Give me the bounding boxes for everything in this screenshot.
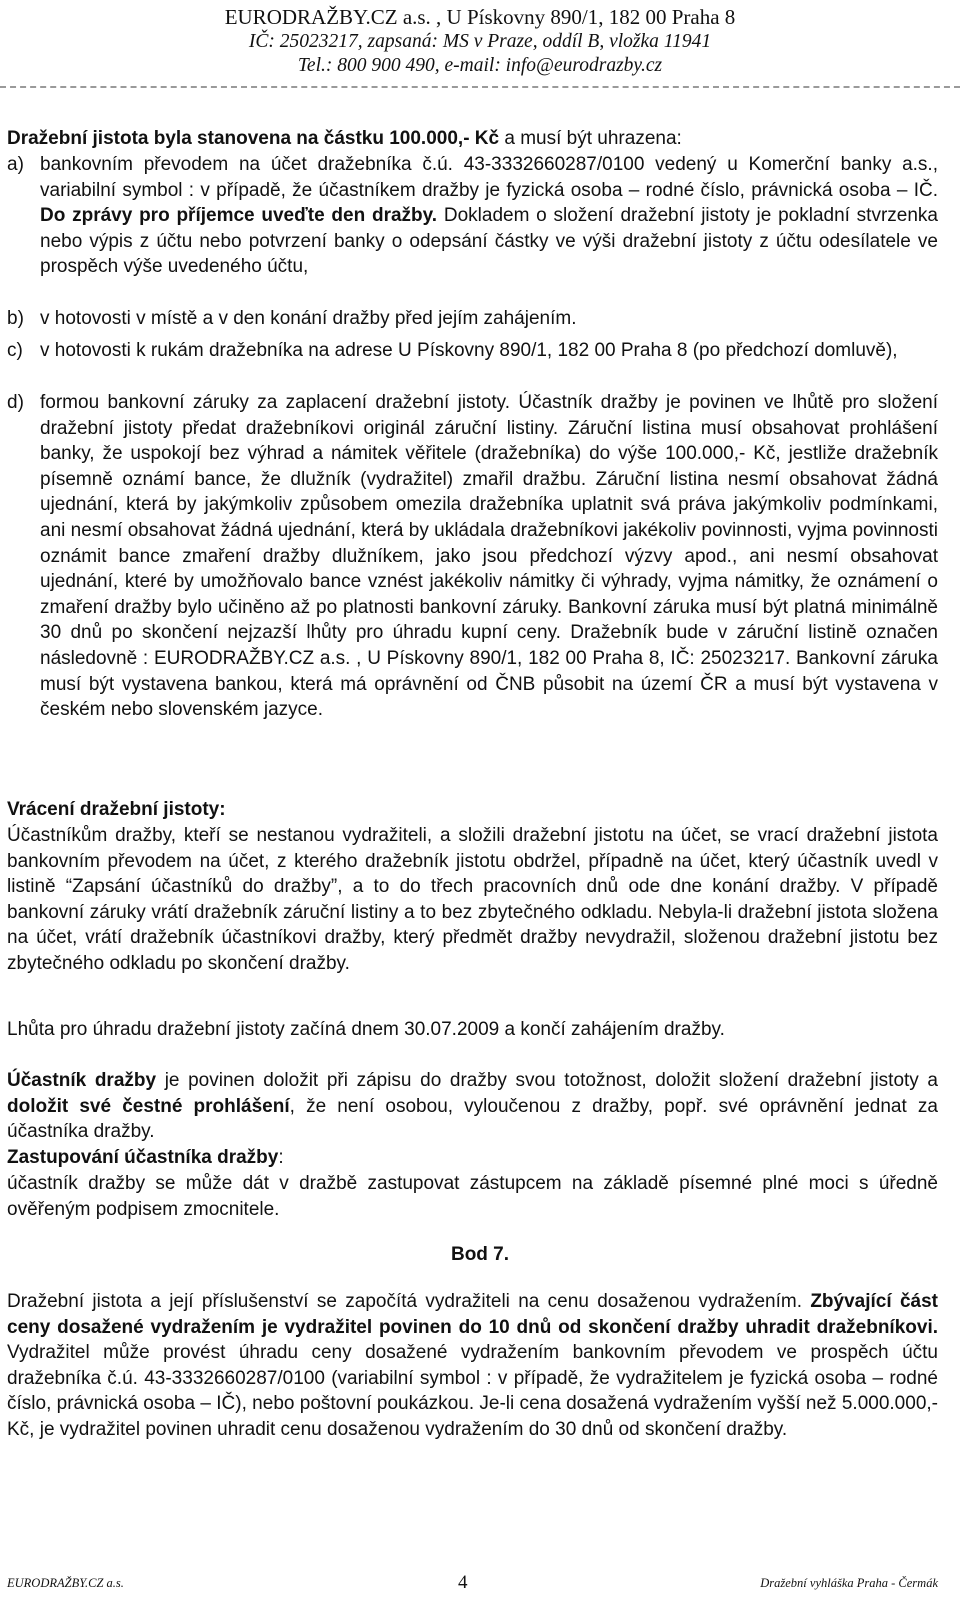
representation-text: účastník dražby se může dát v dražbě zastupovat zástupcem na základě písemné plné moci s úředně ověřeným podpisem zmocnitele.	[7, 1173, 938, 1220]
section7-bold: Zbývající část ceny dosažené vydražením je vydražitel povinen do 10 dnů od skončení dražby uhradit dražebníkovi.	[7, 1291, 939, 1338]
footer-company: EURODRAŽBY.CZ a.s.	[7, 1576, 124, 1590]
header-registration-line: IČ: 25023217, zapsaná: MS v Praze, oddíl B, vložka 11941	[248, 31, 712, 52]
option-a-bold: Do zprávy pro příjemce uveďte den dražby.	[40, 205, 438, 227]
guarantee-amount: Dražební jistota byla stanovena na částku 100.000,- Kč	[7, 128, 500, 149]
list-item-a	[7, 152, 938, 280]
participant-text-2: , že není osobou, vyloučenou z dražby, popř. své oprávnění jednat za účastníka dražby.	[7, 1095, 938, 1143]
footer-document-title: Dražební vyhláška Praha - Čermák	[760, 1576, 938, 1590]
header-divider	[0, 86, 960, 88]
representation-colon: :	[278, 1147, 284, 1168]
guarantee-intro	[7, 126, 938, 152]
participant-bold-2: doložit své čestné prohlášení	[7, 1095, 290, 1117]
deadline-text: Lhůta pro úhradu dražební jistoty začíná dnem 30.07.2009 a končí zahájením dražby.	[7, 1019, 725, 1040]
header-contact-line: Tel.: 800 900 490, e-mail: info@eurodrazby.cz	[297, 55, 663, 76]
section7-paragraph	[7, 1289, 938, 1443]
participant-paragraph	[7, 1068, 938, 1145]
representation-heading-text: Zastupování účastníka dražby	[7, 1147, 279, 1168]
option-d-text: formou bankovní záruky za zaplacení dražební jistoty. Účastník dražby je povinen ve lhůtě pro složení dražební jistoty předat dražebníkovi originál záruční listiny. Záruční listina musí obsahovat prohlášení banky, že uspokojí bez výhrad a námitek věřitele (dražebníka) do výše 100.000,- Kč, jestliže dražebník písemně oznámí bance, že dlužník (vydražitel) zmařil dražbu. Záruční listina nesmí obsahovat žádná ujednání, která by jakýmkoliv způsobem omezila dražebníka uplatnit svá práva jakýmkoliv podmínkami, ani nesmí obsahovat žádná ujednání, která by ukládala dražebníkovi jakékoliv povinnosti, vyjma povinnosti oznámit bance zmaření dražby dlužníkem, jako jsou předchozí výzvy apod., ani nesmí obsahovat ujednání, které by umožňovalo bance vznést jakékoliv námitky či výhrady, vyjma námitky, že oznámení o zmaření dražby bylo učiněno až po platnosti bankovní záruky. Bankovní záruka musí být platná minimálně 30 dnů po skončení nejzazší lhůty pro úhradu kupní ceny. Dražebník bude v záruční listině označen následovně : EURODRAŽBY.CZ a.s. , U Pískovny 890/1, 182 00 Praha 8, IČ: 25023217. Bankovní záruka musí být vystavena bankou, která má oprávnění od ČNB působit na území ČR a musí být vystavena v českém nebo slovenském jazyce.	[40, 392, 938, 721]
page-number: 4	[458, 1572, 468, 1593]
option-a-text: bankovním převodem na účet dražebníka č.ú. 43-3332660287/0100 vedený u Komerční banky a.s., variabilní symbol : v případě, že účastníkem dražby je fyzická osoba – rodné číslo, právnická osoba – IČ.	[40, 154, 938, 201]
section7-text-2: Vydražitel může provést úhradu ceny dosažené vydražením bankovním převodem ve prospěch účtu dražebníka č.ú. 43-3332660287/0100 (variabilní symbol : v případě, že vydražitelem je fyzická osoba – rodné číslo, právnická osoba – IČ), nebo poštovní poukázkou. Je-li cena dosažená vydražením vyšší než 5.000.000,- Kč, je vydražitel povinen uhradit cenu dosaženou vydražením do 30 dnů od skončení dražby.	[7, 1342, 938, 1440]
list-item-d	[7, 390, 938, 723]
list-label-a: a)	[7, 154, 24, 175]
participant-text-1: je povinen doložit při zápisu do dražby svou totožnost, doložit složení dražební jistoty a	[156, 1070, 938, 1091]
list-item-b	[7, 306, 938, 332]
option-a-rest: Dokladem o složení dražební jistoty je pokladní stvrzenka nebo výpis z účtu nebo potvrzení banky o odepsání částky ve výši dražební jistoty z účtu odesílatele ve prospěch výše uvedeného účtu,	[40, 205, 938, 278]
refund-text: Účastníkům dražby, kteří se nestanou vydražiteli, a složili dražební jistotu na účet, se vrací dražební jistota bankovním převodem na účet, z kterého dražebník jistotu obdržel, případně na účet, který účastník uvedl v listině “Zapsání účastníků do dražby”, a to do třech pracovních dnů ode dne konání dražby. V případě bankovní záruky vrátí dražebník záruční listiny a to bez zbytečného odkladu. Nebyla-li dražební jistota složena na účet, vrátí dražebník účastníkovi dražby, který předmět dražby nevydražil, složenou dražební jistotu bez zbytečného odkladu po skončení dražby.	[7, 825, 938, 974]
list-item-c	[7, 338, 938, 364]
participant-bold-1: Účastník dražby	[7, 1070, 157, 1091]
refund-heading-text: Vrácení dražební jistoty:	[7, 799, 226, 820]
guarantee-intro-rest: a musí být uhrazena:	[499, 128, 682, 149]
list-label-c: c)	[7, 340, 23, 361]
option-c-text: v hotovosti k rukám dražebníka na adrese U Pískovny 890/1, 182 00 Praha 8 (po předchozí domluvě),	[40, 340, 898, 361]
section7-text-1: Dražební jistota a její příslušenství se započítá vydražiteli na cenu dosaženou vydražením.	[7, 1291, 811, 1312]
representation-heading	[7, 1145, 938, 1171]
section-title: Bod 7.	[450, 1244, 510, 1265]
list-label-d: d)	[7, 392, 24, 413]
refund-heading	[7, 797, 938, 823]
header-company-line: EURODRAŽBY.CZ a.s. , U Pískovny 890/1, 182 00 Praha 8	[224, 5, 736, 29]
list-label-b: b)	[7, 308, 24, 329]
option-b-text: v hotovosti v místě a v den konání dražby před jejím zahájením.	[40, 308, 577, 329]
